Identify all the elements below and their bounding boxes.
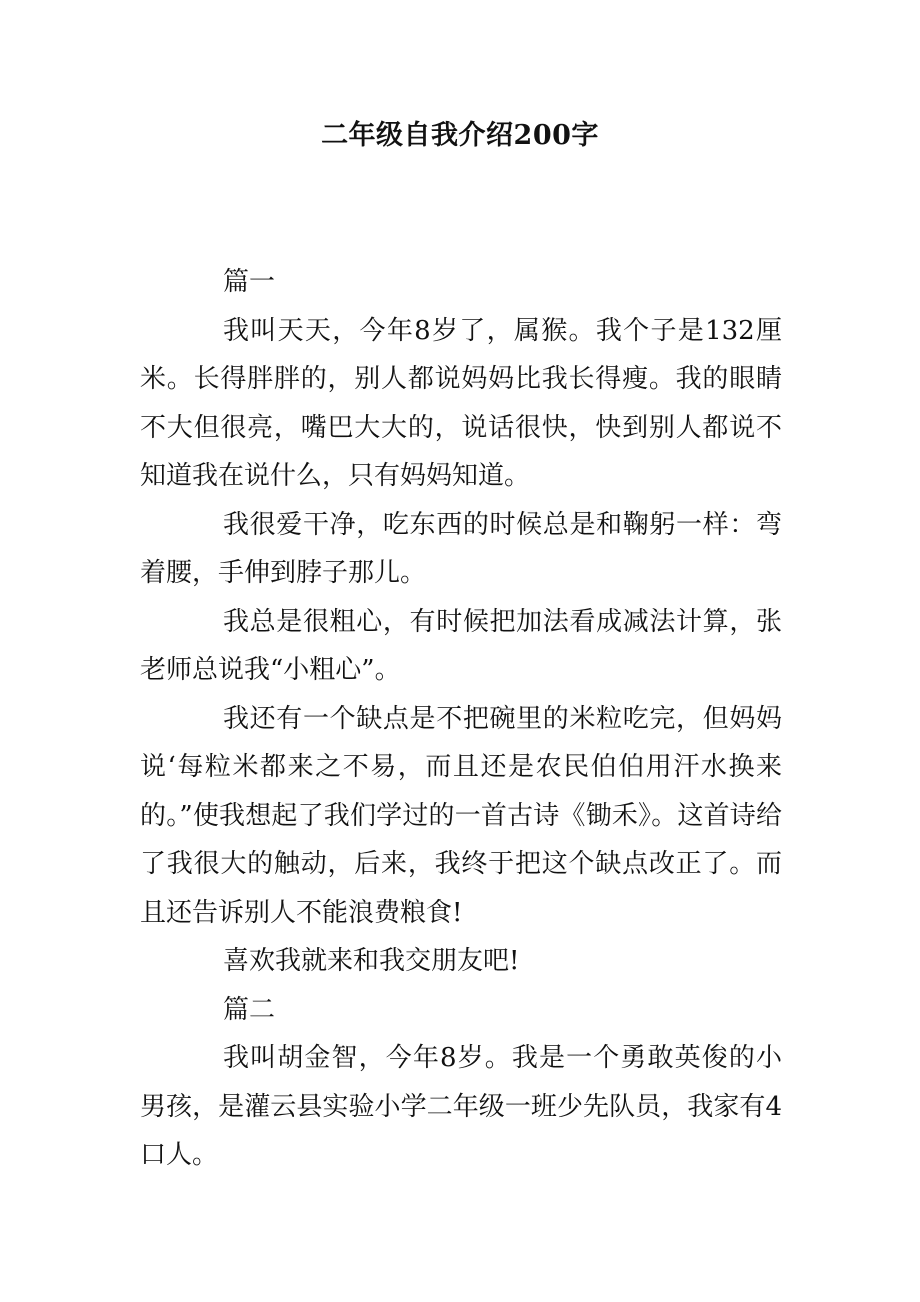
paragraph: 我很爱干净，吃东西的时候总是和鞠躬一样：弯着腰，手伸到脖子那儿。 — [140, 509, 782, 588]
section-heading-2: 篇二 — [223, 994, 276, 1025]
paragraph: 我还有一个缺点是不把碗里的米粒吃完，但妈妈说‘每粒米都来之不易，而且还是农民伯伯用汗水换来的。”使我想起了我们学过的一首古诗《锄禾》。这首诗给了我很大的触动，后来，我终于把这个缺点改正了。而且还告诉别人不能浪费粮食! — [140, 703, 782, 928]
paragraph: 我总是很粗心，有时候把加法看成减法计算，张老师总说我“小粗心”。 — [140, 606, 782, 685]
document-body — [140, 258, 782, 1180]
section-heading-1: 篇一 — [223, 267, 276, 297]
paragraph: 我叫胡金智，今年8岁。我是一个勇敢英俊的小男孩，是灌云县实验小学二年级一班少先队员，我家有4口人。 — [140, 1043, 782, 1170]
paragraph: 我叫天天，今年8岁了，属猴。我个子是132厘米。长得胖胖的，别人都说妈妈比我长得瘦。我的眼睛不大但很亮，嘴巴大大的，说话很快，快到别人都说不知道我在说什么，只有妈妈知道。 — [140, 315, 782, 491]
document-title: 二年级自我介绍200字 — [321, 120, 599, 151]
paragraph: 喜欢我就来和我交朋友吧! — [223, 946, 520, 976]
